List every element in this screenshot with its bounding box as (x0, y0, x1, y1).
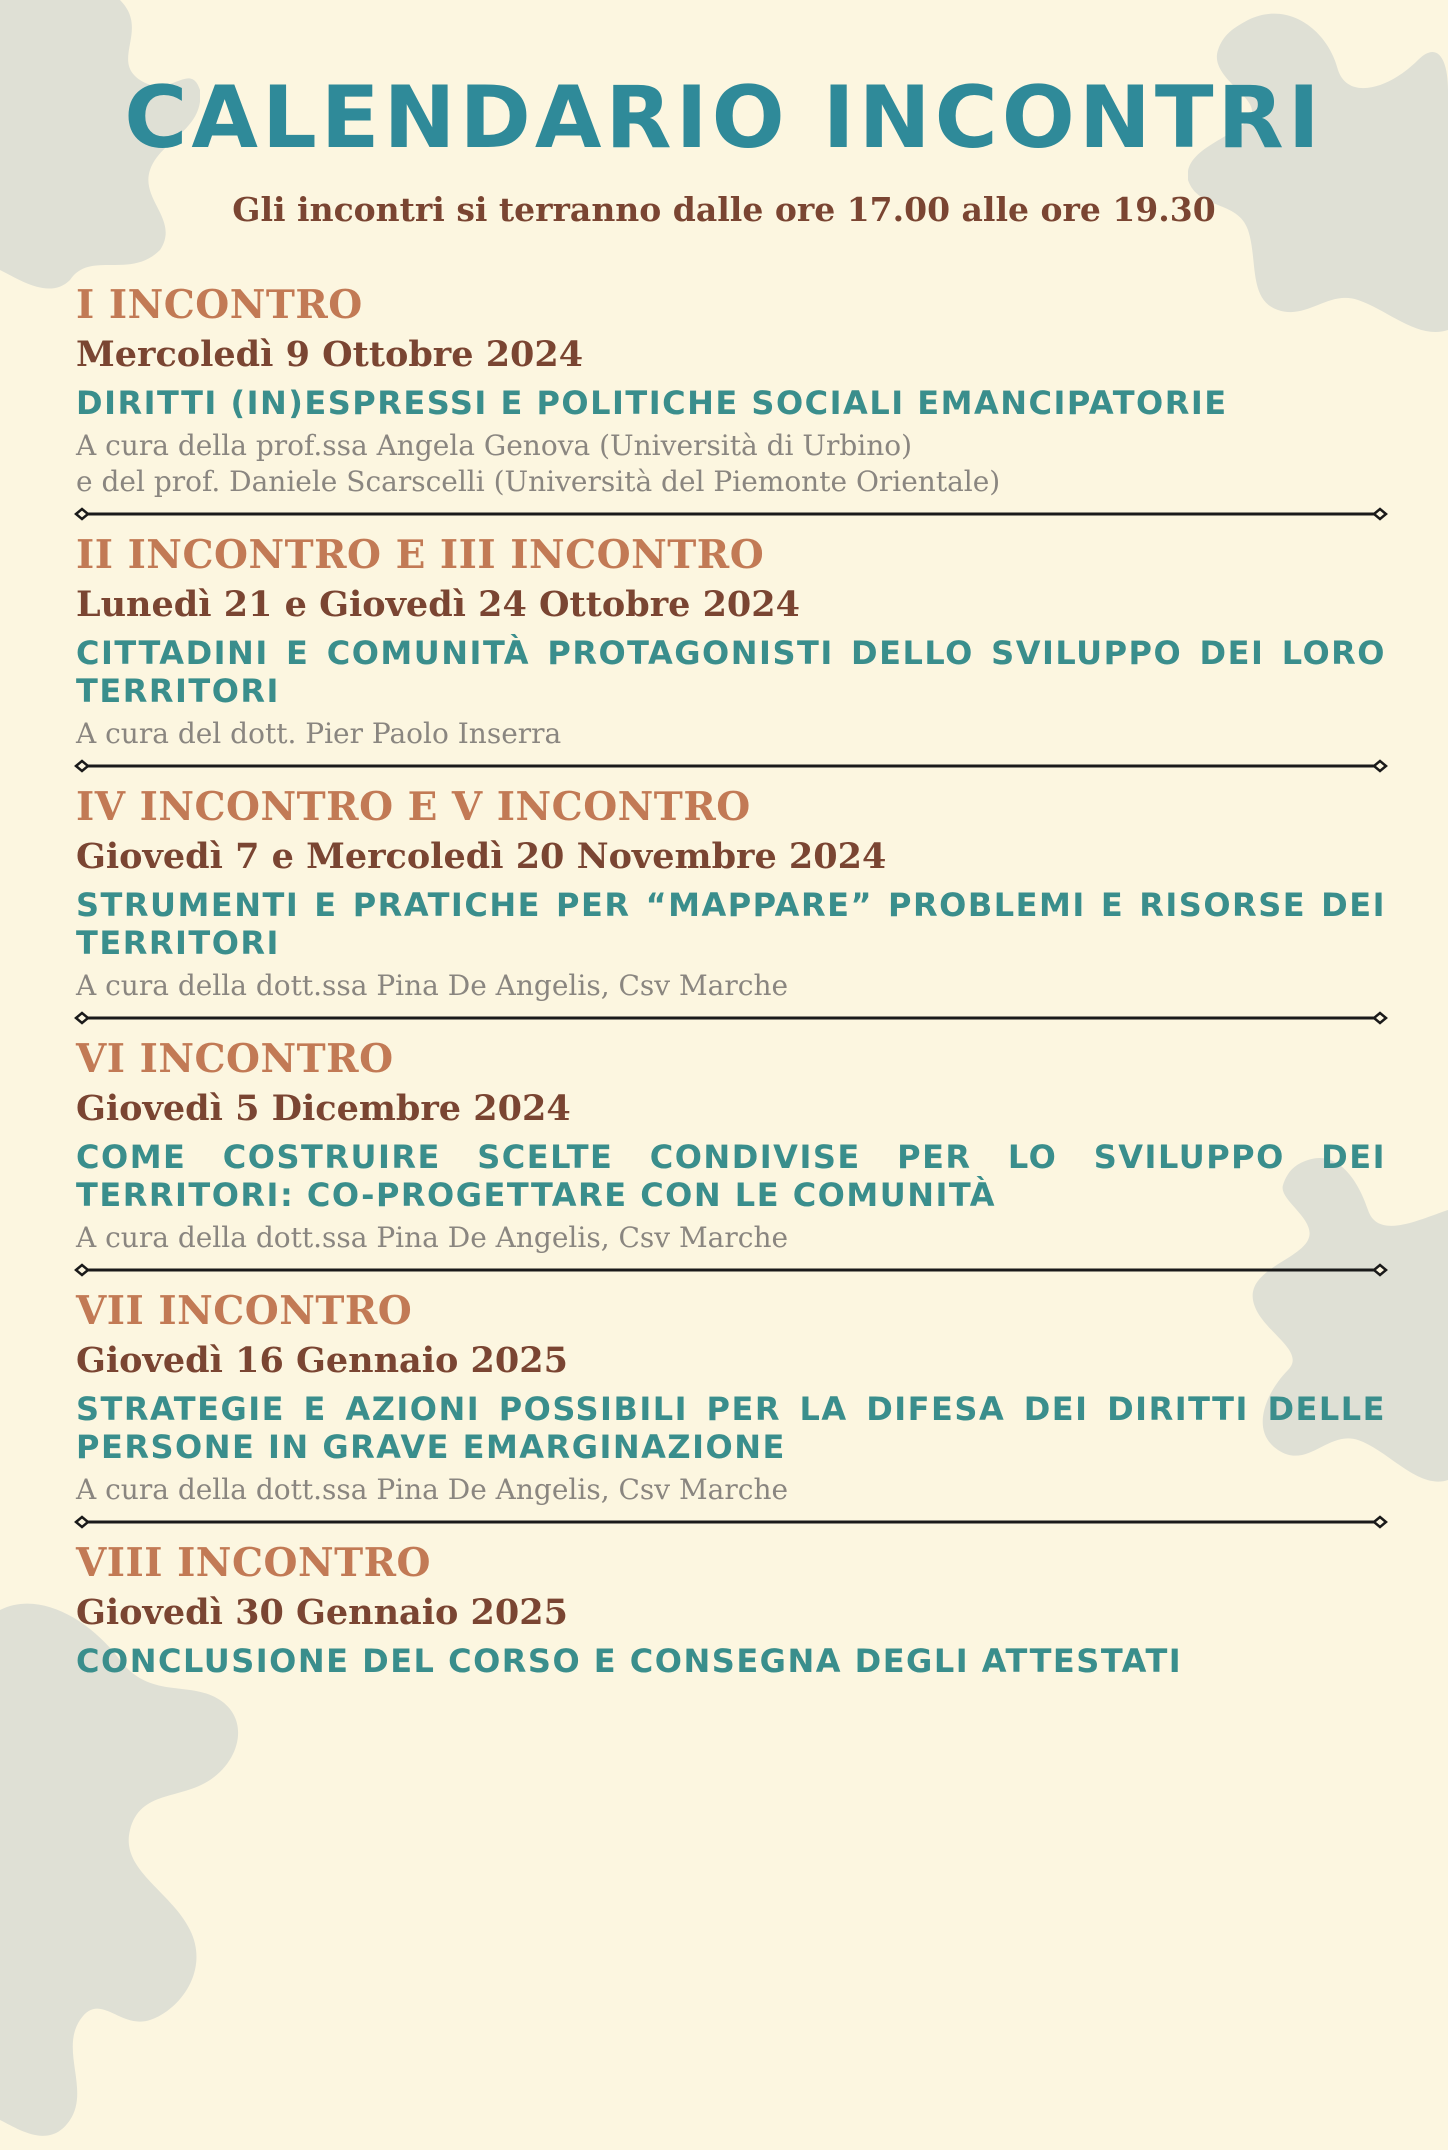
section-divider (76, 504, 1386, 530)
meeting-date: Giovedì 30 Gennaio 2025 (76, 1592, 568, 1633)
meeting-curator: A cura della dott.ssa Pina De Angelis, Csv Marche (76, 969, 789, 1002)
meeting-curator: A cura del dott. Pier Paolo Inserra (76, 717, 562, 750)
meeting-topic: DIRITTI (IN)ESPRESSI E POLITICHE SOCIALI EMANCIPATORIE (76, 384, 1228, 422)
schedule-subtitle: Gli incontri si terranno dalle ore 17.00 alle ore 19.30 (232, 190, 1216, 229)
meeting-topic: CONCLUSIONE DEL CORSO E CONSEGNA DEGLI ATTESTATI (76, 1642, 1183, 1680)
meeting-topic: CITTADINI E COMUNITÀ PROTAGONISTI DELLO SVILUPPO DEI LORO TERRITORI (76, 634, 1386, 710)
meeting-date: Giovedì 16 Gennaio 2025 (76, 1340, 568, 1381)
meeting-entry (76, 1034, 1386, 1256)
meeting-label: II INCONTRO E III INCONTRO (76, 532, 765, 578)
section-divider (76, 1512, 1386, 1538)
meeting-date: Giovedì 5 Dicembre 2024 (76, 1088, 571, 1129)
meeting-label: IV INCONTRO E V INCONTRO (76, 784, 751, 830)
meeting-entry (76, 280, 1386, 500)
meeting-topic: STRUMENTI E PRATICHE PER “MAPPARE” PROBLEMI E RISORSE DEI TERRITORI (76, 886, 1386, 962)
meeting-curator: A cura della dott.ssa Pina De Angelis, Csv Marche (76, 1473, 789, 1506)
meeting-topic: COME COSTRUIRE SCELTE CONDIVISE PER LO SVILUPPO DEI TERRITORI: CO-PROGETTARE CON LE COMUNITÀ (76, 1138, 1386, 1214)
meeting-entry (76, 1538, 1386, 1680)
page-title: CALENDARIO INCONTRI (124, 68, 1324, 168)
meeting-list (76, 280, 1386, 1686)
section-divider (76, 1260, 1386, 1286)
meeting-entry (76, 1286, 1386, 1508)
meeting-label: VII INCONTRO (76, 1288, 413, 1334)
meeting-curator: A cura della dott.ssa Pina De Angelis, Csv Marche (76, 1221, 789, 1254)
meeting-curator: A cura della prof.ssa Angela Genova (Università di Urbino) (76, 429, 913, 462)
meeting-label: VIII INCONTRO (76, 1540, 432, 1586)
meeting-entry (76, 782, 1386, 1004)
section-divider (76, 1008, 1386, 1034)
meeting-curator: e del prof. Daniele Scarscelli (Università del Piemonte Orientale) (76, 465, 1001, 498)
meeting-label: I INCONTRO (76, 282, 363, 328)
meeting-date: Lunedì 21 e Giovedì 24 Ottobre 2024 (76, 584, 800, 625)
meeting-date: Mercoledì 9 Ottobre 2024 (76, 334, 584, 375)
section-divider (76, 756, 1386, 782)
meeting-entry (76, 530, 1386, 752)
meeting-label: VI INCONTRO (76, 1036, 394, 1082)
meeting-date: Giovedì 7 e Mercoledì 20 Novembre 2024 (76, 836, 887, 877)
meeting-topic: STRATEGIE E AZIONI POSSIBILI PER LA DIFESA DEI DIRITTI DELLE PERSONE IN GRAVE EMARGINAZIONE (76, 1390, 1386, 1466)
